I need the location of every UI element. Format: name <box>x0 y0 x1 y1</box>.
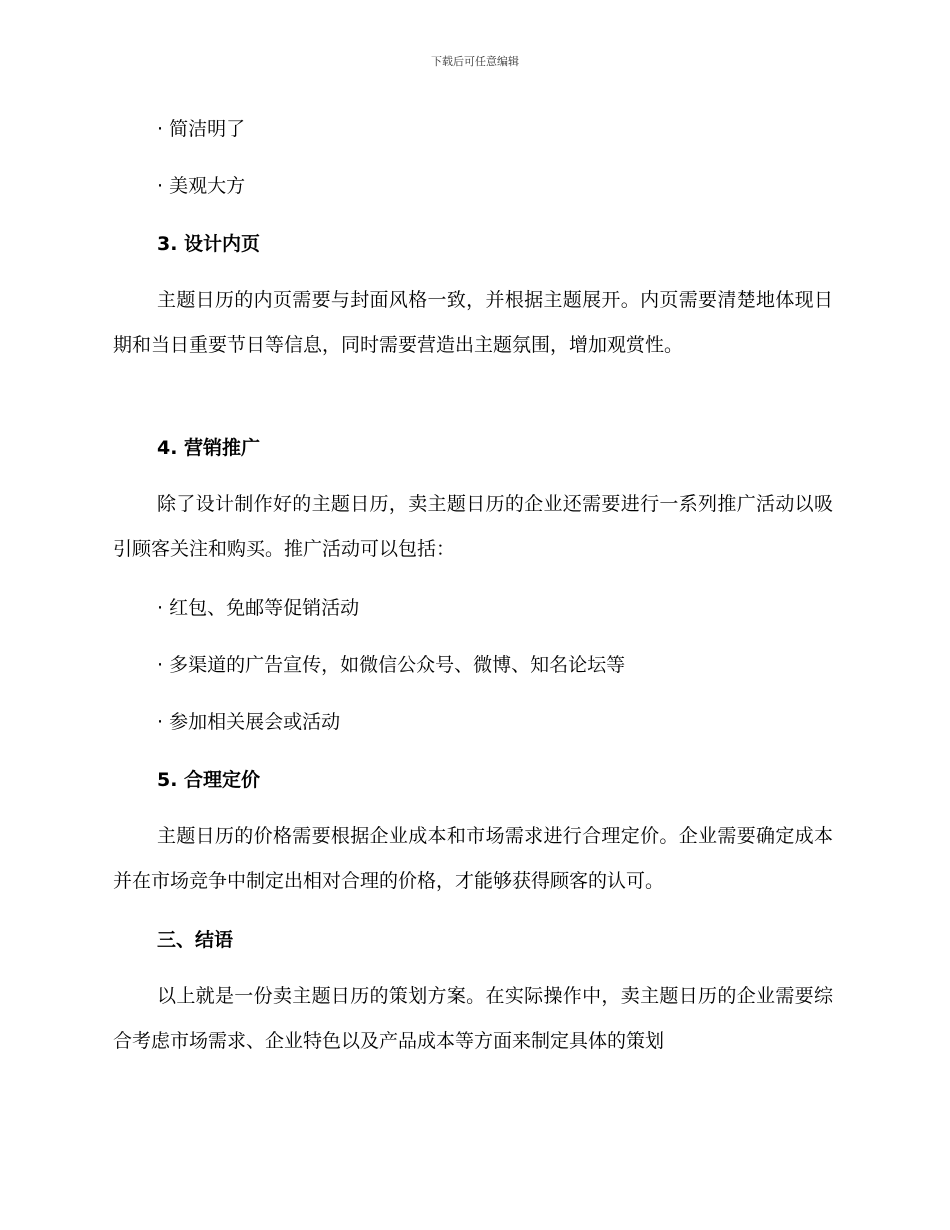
page-header: 下载后可任意编辑 <box>431 55 519 68</box>
paragraph: 主题日历的价格需要根据企业成本和市场需求进行合理定价。企业需要确定成本并在市场竞争中制定出相对合理的价格，才能够获得顾客的认可。 <box>113 825 833 892</box>
bullet-item: · 多渠道的广告宣传，如微信公众号、微博、知名论坛等 <box>157 654 626 676</box>
section-heading: 三、结语 <box>157 929 234 951</box>
section-heading: 3. 设计内页 <box>157 233 261 255</box>
bullet-item: · 简洁明了 <box>157 118 246 140</box>
bullet-item: · 美观大方 <box>157 175 246 197</box>
bullet-item: · 参加相关展会或活动 <box>157 711 341 733</box>
section-heading: 5. 合理定价 <box>157 769 261 791</box>
section-heading: 4. 营销推广 <box>157 437 261 459</box>
paragraph: 以上就是一份卖主题日历的策划方案。在实际操作中，卖主题日历的企业需要综合考虑市场需求、企业特色以及产品成本等方面来制定具体的策划 <box>113 985 833 1052</box>
paragraph: 主题日历的内页需要与封面风格一致，并根据主题展开。内页需要清楚地体现日期和当日重要节日等信息，同时需要营造出主题氛围，增加观赏性。 <box>113 289 833 356</box>
bullet-item: · 红包、免邮等促销活动 <box>157 597 360 619</box>
paragraph: 除了设计制作好的主题日历，卖主题日历的企业还需要进行一系列推广活动以吸引顾客关注和购买。推广活动可以包括： <box>113 493 833 560</box>
